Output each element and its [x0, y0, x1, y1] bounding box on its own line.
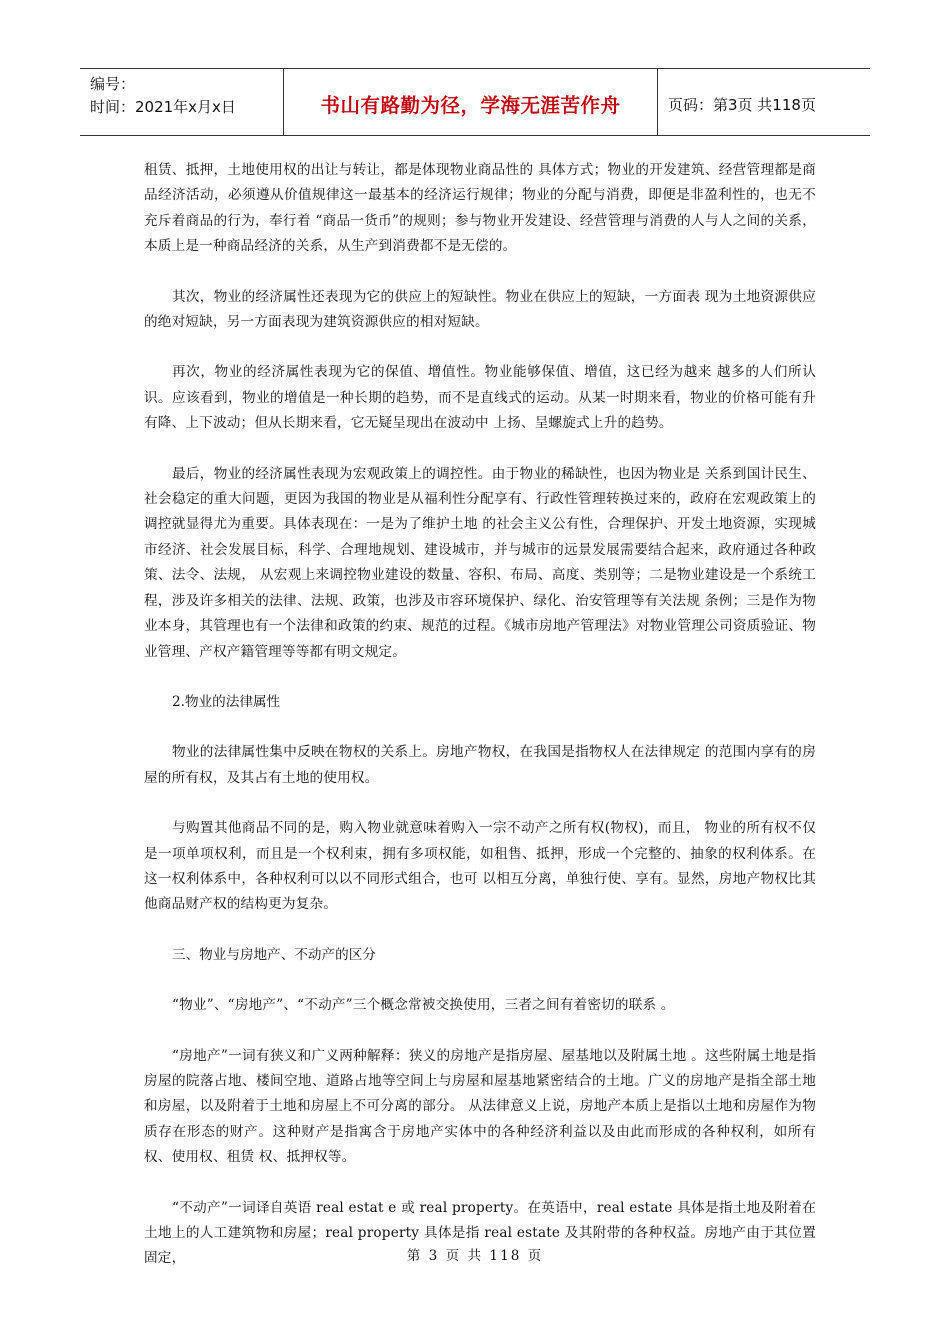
body-paragraph: 物业的法律属性集中反映在物权的关系上。房地产物权，在我国是指物权人在法律规定 的范围内享有的房屋的所有权，及其占有土地的使用权。 — [144, 744, 816, 786]
body-paragraph: “房地产”一词有狭义和广义两种解释：狭义的房地产是指房屋、屋基地以及附属土地 。这些附属土地是指房屋的院落占地、楼间空地、道路占地等空间上与房屋和屋基地紧密结合的土地。广义的房地产是指全部土地和房屋，以及附着于土地和房屋上不可分离的部分。 从法律意义上说，房地产本质上是指以土地和房屋作为物质存在形态的财产。这种财产是指寓含于房地产实体中的各种经济利益以及由此而形成的各种权利，如所有权、使用权、租赁 权、抵押权等。 — [144, 1047, 816, 1166]
header-page-info: 页码：第3页 共118页 — [668, 95, 816, 114]
document-number-label: 编号： — [90, 75, 136, 93]
document-date: 时间：2021年x月x日 — [90, 98, 236, 116]
body-paragraph: 最后，物业的经济属性表现为宏观政策上的调控性。由于物业的稀缺性，也因为物业是 关系到国计民生、社会稳定的重大问题，更因为我国的物业是从福利性分配享有、行政性管理转换过来的，政府在宏观政策上的调控就显得尤为重要。具体表现在：一是为了维护土地 的社会主义公有性，合理保护、开发土地资源，实现城市经济、社会发展目标，科学、合理地规划、建设城市，并与城市的远景发展需要结合起来，政府通过各种政策、法令、法规， 从宏观上来调控物业建设的数量、容积、布局、高度、类别等；二是物业建设是一个系统工程，涉及许多相关的法律、法规、政策，也涉及市容环境保护、绿化、治安管理等有关法规 条例；三是作为物业本身，其管理也有一个法律和政策的约束、规范的过程。《城市房地产管理法》对物业管理公司资质验证、物业管理、产权产籍管理等等都有明文规定。 — [144, 465, 816, 660]
header-meta — [80, 69, 283, 135]
body-paragraph: 租赁、抵押，土地使用权的出让与转让，都是体现物业商品性的 具体方式；物业的开发建筑、经营管理都是商品经济活动，必须遵从价值规律这一最基本的经济运行规律；物业的分配与消费，即便是非盈利性的，也无不充斥着商品的行为，奉行着 “商品一货币”的规则；参与物业开发建设、经营管理与消费的人与人之间的关系，本质上是一种商品经济的关系，从生产到消费都不是无偿的。 — [144, 162, 816, 255]
body-paragraph: “物业”、“房地产”、“不动产”三个概念常被交换使用，三者之间有着密切的联系 。 — [172, 997, 675, 1014]
header-motto: 书山有路勤为径，学海无涯苦作舟 — [283, 69, 658, 135]
body-paragraph: 再次，物业的经济属性表现为它的保值、增值性。物业能够保值、增值，这已经为越来 越多的人们所认识。应该看到，物业的增值是一种长期的趋势，而不是直线式的运动。从某一时期来看，物业的价格可能有升有降、上下波动；但从长期来看，它无疑呈现出在波动中 上扬、呈螺旋式上升的趋势。 — [144, 364, 816, 432]
page-footer: 第 3 页 共 118 页 — [406, 1248, 544, 1264]
page-header — [80, 68, 870, 136]
body-paragraph: 其次，物业的经济属性还表现为它的供应上的短缺性。物业在供应上的短缺，一方面表 现为土地资源供应的绝对短缺，另一方面表现为建筑资源供应的相对短缺。 — [144, 288, 816, 331]
body-paragraph: 与购置其他商品不同的是，购入物业就意味着购入一宗不动产之所有权(物权)，而且， 物业的所有权不仅是一项单项权利，而且是一个权利束，拥有多项权能，如租售、抵押，形成一个完整的、抽象的权利体系。在这一权利体系中，各种权利可以以不同形式组合，也可 以相互分离，单独行使、享有。显然，房地产物权比其他商品财产权的结构更为复杂。 — [144, 820, 816, 913]
section-heading: 三、物业与房地产、不动产的区分 — [172, 946, 376, 963]
section-heading: 2.物业的法律属性 — [172, 693, 281, 710]
body-paragraph: “不动产”一词译自英语 real estat e 或 real property。在英语中，real estate 具体是指土地及附着在土地上的人工建筑物和房屋；real property 具体是指 real estate 及其附带的各种权益。房地产由于其位置固定， — [144, 1199, 816, 1267]
document-body — [144, 158, 816, 1297]
